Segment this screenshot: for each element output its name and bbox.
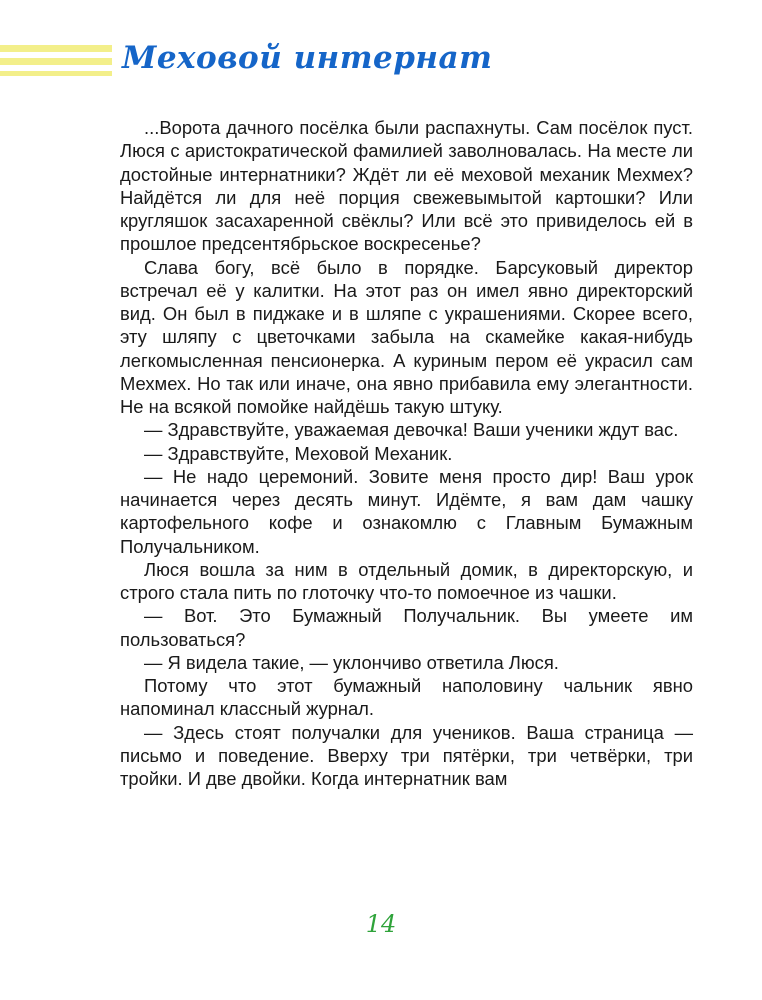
paragraph: ...Ворота дачного посёлка были распахнуты. Сам посёлок пуст. Люся с аристократической фамилией заволновалась. На месте ли достойные интернатники? Ждёт ли её меховой механик Мехмех? Найдётся ли для неё порция свежевымытой картошки? Или кругляшок засахаренной свёклы? Или всё это привиделось ей в прошлое предсентябрьское воскресенье?: [120, 117, 693, 255]
decorative-stripes: [0, 45, 112, 82]
paragraph: Потому что этот бумажный наполовину чальник явно напоминал классный журнал.: [120, 675, 693, 720]
paragraph: — Здравствуйте, уважаемая девочка! Ваши ученики ждут вас.: [144, 419, 679, 441]
running-header: [0, 38, 762, 88]
paragraph: — Я видела такие, — уклончиво ответила Люся.: [144, 651, 559, 673]
stripe: [0, 71, 112, 76]
body-text: [120, 116, 693, 790]
paragraph: — Здесь стоят получалки для учеников. Ваша страница — письмо и поведение. Вверху три пятёрки, три четвёрки, три тройки. И две двойки. Когда интернатник вам: [120, 721, 693, 789]
stripe: [0, 45, 112, 52]
stripe: [0, 58, 112, 65]
paragraph: Слава богу, всё было в порядке. Барсуковый директор встречал её у калитки. На этот раз он имел явно директорский вид. Он был в пиджаке и в шляпе с украшениями. Скорее всего, эту шляпу с цветочками забыла на скамейке какая-нибудь легкомысленная пенсионерка. А куриным пером её украсил сам Мехмех. Но так или иначе, она явно прибавила ему элегантности. Не на всякой помойке найдёшь такую штуку.: [120, 256, 693, 417]
paragraph: — Вот. Это Бумажный Получальник. Вы умеете им пользоваться?: [120, 605, 693, 650]
page-number: 14: [365, 910, 397, 938]
paragraph: Люся вошла за ним в отдельный домик, в директорскую, и строго стала пить по глоточку что-то помоечное из чашки.: [120, 558, 693, 603]
book-title: Меховой интернат: [122, 40, 493, 76]
paragraph: — Не надо церемоний. Зовите меня просто дир! Ваш урок начинается через десять минут. Идёмте, я вам дам чашку картофельного кофе и ознакомлю с Главным Бумажным Получальником.: [120, 465, 693, 557]
paragraph: — Здравствуйте, Меховой Механик.: [144, 442, 453, 464]
